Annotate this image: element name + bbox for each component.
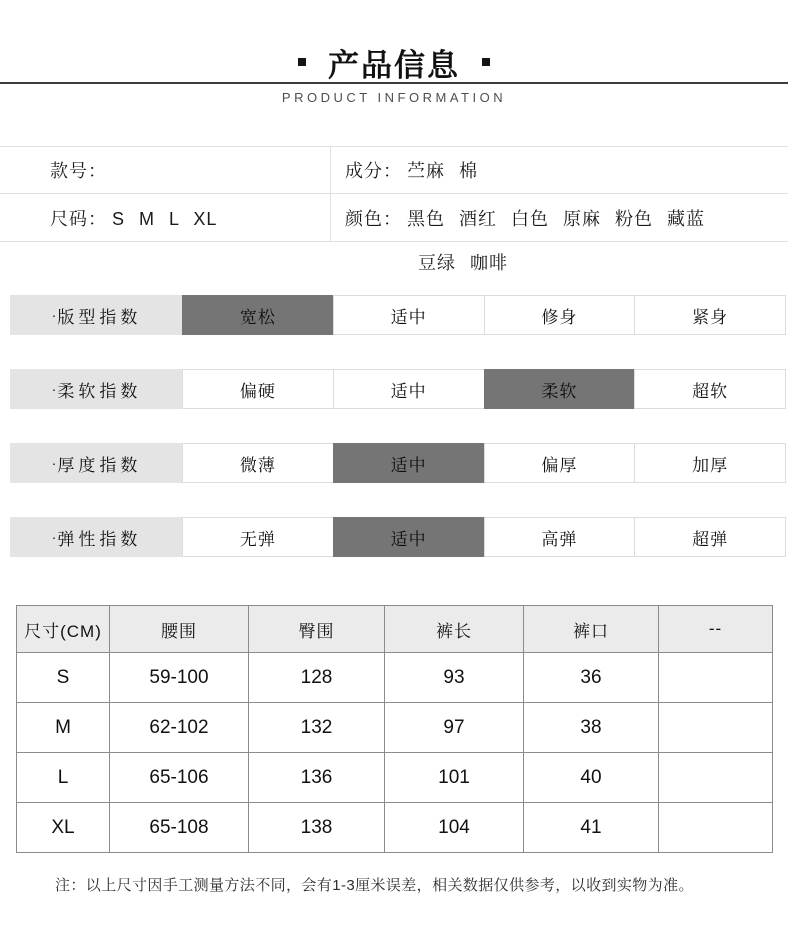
color-cell	[330, 205, 788, 231]
cell-leg-opening: 36	[524, 653, 659, 703]
size-chart-table	[16, 605, 773, 853]
color-value-overflow: 豆绿 咖啡	[418, 253, 509, 273]
fit-option-regular: 适中	[333, 295, 485, 335]
bullet-icon: ·	[51, 381, 57, 397]
table-row-xl	[17, 803, 773, 853]
header-pants-length: 裤长	[385, 606, 524, 653]
cell-hip: 138	[249, 803, 385, 853]
cell-hip: 132	[249, 703, 385, 753]
elasticity-option-super: 超弹	[634, 517, 786, 557]
measurement-note: 注：以上尺寸因手工测量方法不同，会有1-3厘米误差，相关数据仅供参考，以收到实物为准。	[55, 877, 694, 894]
product-info-table	[0, 146, 788, 242]
bullet-icon: ·	[51, 307, 57, 323]
table-row-m	[17, 703, 773, 753]
elasticity-option-high: 高弹	[484, 517, 636, 557]
header-empty: --	[659, 606, 773, 653]
softness-option-medium: 适中	[333, 369, 485, 409]
cell-waist: 65-108	[110, 803, 249, 853]
info-row-size-color	[0, 194, 788, 241]
header-divider-line	[0, 82, 788, 84]
composition-cell	[330, 157, 788, 183]
header-leg-opening: 裤口	[524, 606, 659, 653]
color-value: 黑色 酒红 白色 原麻 粉色 藏蓝	[407, 208, 706, 229]
cell-size: S	[17, 653, 110, 703]
elasticity-index-label: 弹性指数	[57, 529, 142, 549]
elasticity-index-label-cell	[10, 517, 183, 557]
title-left-dot-icon	[298, 58, 306, 66]
cell-empty	[659, 703, 773, 753]
cell-empty	[659, 803, 773, 853]
elasticity-index-row	[10, 517, 786, 557]
cell-waist: 59-100	[110, 653, 249, 703]
table-row-s	[17, 653, 773, 703]
page-title: 产品信息	[328, 47, 460, 83]
cell-size: L	[17, 753, 110, 803]
thickness-option-extrathick: 加厚	[634, 443, 786, 483]
fit-option-tight: 紧身	[634, 295, 786, 335]
style-number-label: 款号：	[50, 161, 107, 181]
cell-empty	[659, 653, 773, 703]
thickness-index-label-cell	[10, 443, 183, 483]
info-row-style-composition	[0, 147, 788, 194]
elasticity-option-medium: 适中	[333, 517, 485, 557]
softness-index-label-cell	[10, 369, 183, 409]
cell-waist: 65-106	[110, 753, 249, 803]
bullet-icon: ·	[51, 455, 57, 471]
softness-index-label: 柔软指数	[57, 381, 142, 401]
size-chart-header-row	[17, 606, 773, 653]
page-header	[0, 42, 788, 82]
table-row-l	[17, 753, 773, 803]
size-range-value: S M L XL	[112, 208, 218, 229]
fit-index-label: 版型指数	[57, 307, 142, 327]
thickness-index-label: 厚度指数	[57, 455, 142, 475]
cell-leg-opening: 41	[524, 803, 659, 853]
cell-waist: 62-102	[110, 703, 249, 753]
cell-hip: 136	[249, 753, 385, 803]
cell-size: XL	[17, 803, 110, 853]
fit-option-slim: 修身	[484, 295, 636, 335]
header-waist: 腰围	[110, 606, 249, 653]
fit-index-label-cell	[10, 295, 183, 335]
size-range-cell	[0, 205, 330, 231]
info-table-vertical-divider	[330, 147, 331, 241]
cell-pants-length: 101	[385, 753, 524, 803]
cell-leg-opening: 38	[524, 703, 659, 753]
thickness-option-thick: 偏厚	[484, 443, 636, 483]
composition-value: 苎麻 棉	[407, 161, 479, 181]
cell-leg-opening: 40	[524, 753, 659, 803]
header-hip: 臀围	[249, 606, 385, 653]
elasticity-option-none: 无弹	[182, 517, 334, 557]
title-right-dot-icon	[482, 58, 490, 66]
thickness-option-medium: 适中	[333, 443, 485, 483]
style-number-cell	[0, 157, 330, 183]
page-subtitle: PRODUCT INFORMATION	[281, 90, 507, 105]
softness-option-soft: 柔软	[484, 369, 636, 409]
thickness-index-row	[10, 443, 786, 483]
bullet-icon: ·	[51, 529, 57, 545]
color-label: 颜色：	[345, 208, 402, 229]
thickness-option-thin: 微薄	[182, 443, 334, 483]
composition-label: 成分：	[345, 161, 402, 181]
header-size-cm: 尺寸(CM)	[17, 606, 110, 653]
fit-option-loose: 宽松	[182, 295, 334, 335]
cell-pants-length: 104	[385, 803, 524, 853]
size-range-label: 尺码：	[50, 208, 107, 229]
fit-index-row	[10, 295, 786, 335]
softness-option-hard: 偏硬	[182, 369, 334, 409]
cell-pants-length: 93	[385, 653, 524, 703]
cell-pants-length: 97	[385, 703, 524, 753]
cell-empty	[659, 753, 773, 803]
cell-hip: 128	[249, 653, 385, 703]
softness-index-row	[10, 369, 786, 409]
softness-option-supersoft: 超软	[634, 369, 786, 409]
cell-size: M	[17, 703, 110, 753]
